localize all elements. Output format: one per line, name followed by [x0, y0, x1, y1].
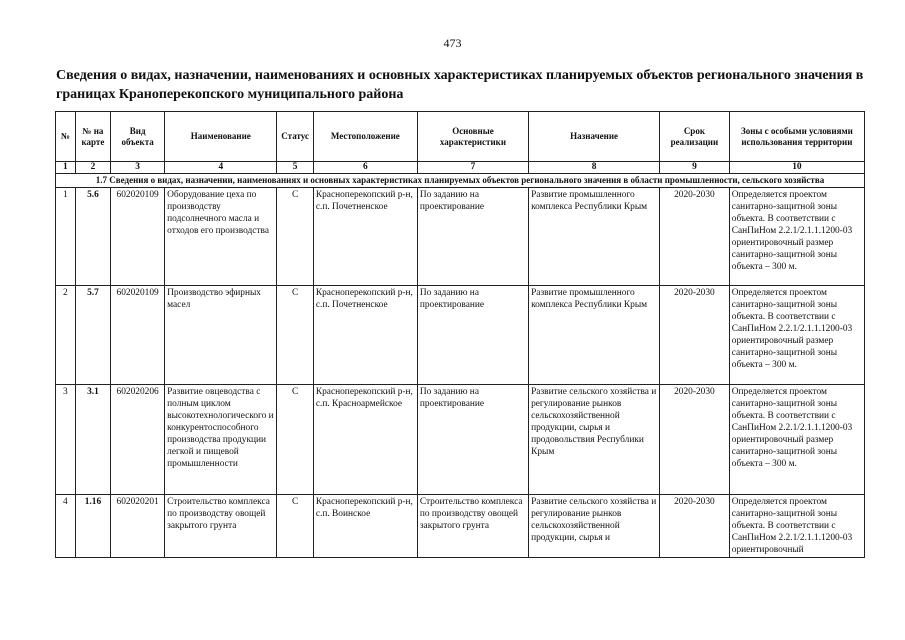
table-row	[56, 188, 865, 286]
map-number: 1.16	[75, 495, 110, 558]
section-row	[56, 174, 865, 188]
header-cell: Наименование	[165, 112, 277, 162]
column-number: 6	[313, 162, 417, 174]
column-number: 1	[56, 162, 76, 174]
object-characteristics: По заданию на проектирование	[417, 385, 528, 495]
map-number: 3.1	[75, 385, 110, 495]
object-purpose: Развитие промышленного комплекса Республики Крым	[529, 286, 660, 385]
object-zones: Определяется проектом санитарно-защитной зоны объекта. В соответствии с СанПиНом 2.2.1/2.1.1.1200-03 ориентировочный размер санитарно-защитной зоны объекта – 300 м.	[729, 286, 864, 385]
header-cell: №	[56, 112, 76, 162]
object-characteristics: По заданию на проектирование	[417, 286, 528, 385]
table-row	[56, 385, 865, 495]
header-cell: Местоположение	[313, 112, 417, 162]
object-status: С	[277, 385, 313, 495]
object-location: Красноперекопский р-н, с.п. Почетненское	[313, 286, 417, 385]
column-number: 9	[660, 162, 730, 174]
column-number: 10	[729, 162, 864, 174]
object-name: Производство эфирных масел	[165, 286, 277, 385]
header-cell: Вид объекта	[111, 112, 165, 162]
object-type: 602020201	[111, 495, 165, 558]
object-term: 2020-2030	[660, 188, 730, 286]
object-purpose: Развитие сельского хозяйства и регулирование рынков сельскохозяйственной продукции, сырья и продовольствия Республики Крым	[529, 385, 660, 495]
objects-table	[55, 111, 865, 558]
object-status: С	[277, 188, 313, 286]
object-zones: Определяется проектом санитарно-защитной зоны объекта. В соответствии с СанПиНом 2.2.1/2.1.1.1200-03 ориентировочный	[729, 495, 864, 558]
header-cell: Статус	[277, 112, 313, 162]
object-term: 2020-2030	[660, 286, 730, 385]
column-number: 4	[165, 162, 277, 174]
table-row	[56, 286, 865, 385]
column-number-row	[56, 162, 865, 174]
object-status: С	[277, 286, 313, 385]
section-heading: 1.7 Сведения о видах, назначении, наименованиях и основных характеристиках планируемых объектов регионального значения в области промышленности, сельского хозяйства	[56, 174, 865, 188]
page-title: Сведения о видах, назначении, наименованиях и основных характеристиках планируемых объектов регионального значения в границах Краноперекопского муниципального района	[56, 68, 864, 102]
object-type: 602020109	[111, 188, 165, 286]
object-zones: Определяется проектом санитарно-защитной зоны объекта. В соответствии с СанПиНом 2.2.1/2.1.1.1200-03 ориентировочный размер санитарно-защитной зоны объекта – 300 м.	[729, 385, 864, 495]
object-name: Строительство комплекса по производству овощей закрытого грунта	[165, 495, 277, 558]
header-cell: Срок реализации	[660, 112, 730, 162]
object-type: 602020206	[111, 385, 165, 495]
object-location: Красноперекопский р-н, с.п. Воинское	[313, 495, 417, 558]
row-number: 1	[56, 188, 76, 286]
object-term: 2020-2030	[660, 495, 730, 558]
header-cell: Зоны с особыми условиями использования территории	[729, 112, 864, 162]
object-purpose: Развитие сельского хозяйства и регулирование рынков сельскохозяйственной продукции, сырья и	[529, 495, 660, 558]
row-number: 2	[56, 286, 76, 385]
object-location: Красноперекопский р-н, с.п. Красноармейское	[313, 385, 417, 495]
header-cell: Основные характеристики	[417, 112, 528, 162]
object-characteristics: По заданию на проектирование	[417, 188, 528, 286]
object-name: Развитие овцеводства с полным циклом высокотехнологического и конкурентоспособного производства продукции легкой и пищевой промышленности	[165, 385, 277, 495]
column-number: 3	[111, 162, 165, 174]
object-status: С	[277, 495, 313, 558]
object-characteristics: Строительство комплекса по производству овощей закрытого грунта	[417, 495, 528, 558]
page-number: 473	[443, 36, 462, 50]
header-cell: Назначение	[529, 112, 660, 162]
object-type: 602020109	[111, 286, 165, 385]
column-number: 8	[529, 162, 660, 174]
object-name: Оборудование цеха по производству подсолнечного масла и отходов его производства	[165, 188, 277, 286]
object-term: 2020-2030	[660, 385, 730, 495]
column-number: 5	[277, 162, 313, 174]
row-number: 4	[56, 495, 76, 558]
header-cell: № на карте	[75, 112, 110, 162]
map-number: 5.6	[75, 188, 110, 286]
column-number: 2	[75, 162, 110, 174]
table-header-row	[56, 112, 865, 162]
object-location: Красноперекопский р-н, с.п. Почетненское	[313, 188, 417, 286]
row-number: 3	[56, 385, 76, 495]
table-row	[56, 495, 865, 558]
object-purpose: Развитие промышленного комплекса Республики Крым	[529, 188, 660, 286]
column-number: 7	[417, 162, 528, 174]
map-number: 5.7	[75, 286, 110, 385]
object-zones: Определяется проектом санитарно-защитной зоны объекта. В соответствии с СанПиНом 2.2.1/2.1.1.1200-03 ориентировочный размер санитарно-защитной зоны объекта – 300 м.	[729, 188, 864, 286]
